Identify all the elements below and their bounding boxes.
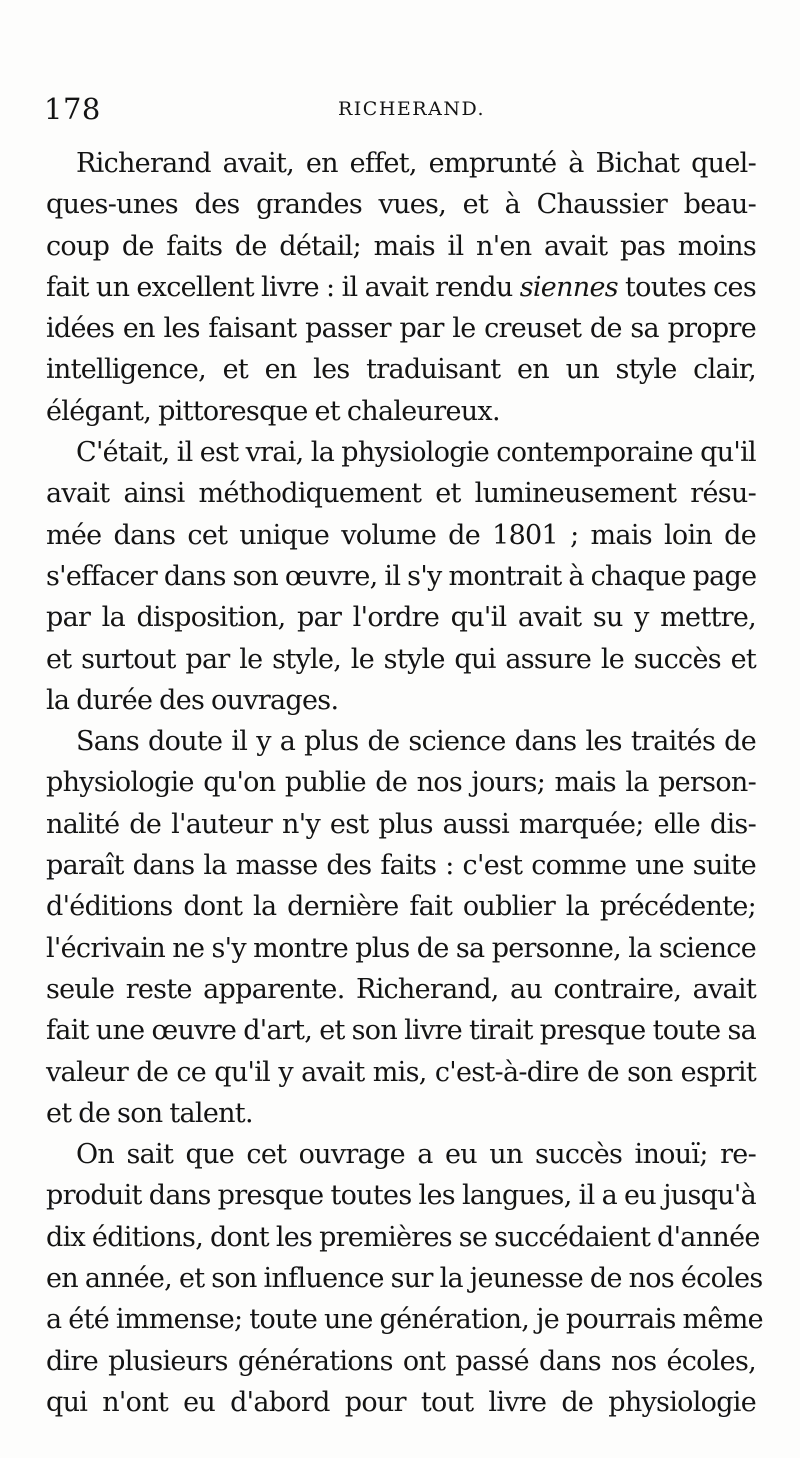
text-line: Sans doute il y a plus de science dans les traités de	[76, 726, 756, 758]
text-line: d'éditions dont la dernière fait oublier la précédente;	[46, 891, 756, 923]
text-line: coup de faits de détail; mais il n'en avait pas moins	[46, 230, 756, 262]
text-line	[46, 267, 756, 308]
text-line: On sait que cet ouvrage a eu un succès inouï; re-	[76, 1139, 756, 1171]
text-line: en année, et son influence sur la jeunesse de nos écoles	[46, 1263, 763, 1295]
text-line: ques-unes des grandes vues, et à Chaussier beau-	[46, 189, 756, 221]
text-line: nalité de l'auteur n'y est plus aussi marquée; elle dis-	[46, 808, 756, 840]
paragraph-end-line: et de son talent.	[46, 1097, 253, 1129]
body-text	[46, 143, 763, 1423]
line-segment: toutes ces	[625, 271, 756, 303]
paragraph-end-line: la durée des ouvrages.	[46, 684, 339, 716]
text-line: paraît dans la masse des faits : c'est comme une suite	[46, 850, 756, 882]
text-line: dire plusieurs générations ont passé dans nos écoles,	[46, 1345, 756, 1377]
text-line: fait une œuvre d'art, et son livre tirait presque toute sa	[46, 1015, 756, 1047]
running-head	[44, 92, 756, 132]
text-line: seule reste apparente. Richerand, au contraire, avait	[46, 973, 756, 1005]
text-line: avait ainsi méthodiquement et lumineusement résu-	[46, 478, 756, 510]
text-line: a été immense; toute une génération, je pourrais même	[46, 1304, 763, 1336]
text-line: intelligence, et en les traduisant en un style clair,	[46, 354, 756, 386]
text-line: mée dans cet unique volume de 1801 ; mais loin de	[46, 519, 756, 551]
italic-word: siennes	[519, 271, 618, 303]
italic-word-stem: sienne	[519, 271, 605, 303]
paragraph-end-line: élégant, pittoresque et chaleureux.	[46, 395, 500, 427]
text-line: idées en les faisant passer par le creuset de sa propre	[46, 313, 756, 345]
page-number: 178	[44, 92, 101, 126]
text-line: physiologie qu'on publie de nos jours; mais la person-	[46, 767, 756, 799]
text-line: valeur de ce qu'il y avait mis, c'est-à-dire de son esprit	[46, 1056, 756, 1088]
text-line: l'écrivain ne s'y montre plus de sa personne, la science	[46, 932, 756, 964]
line-segment: fait un excellent livre : il avait rendu	[46, 271, 513, 303]
running-title: RICHERAND.	[338, 98, 486, 120]
text-line: Richerand avait, en effet, emprunté à Bichat quel-	[76, 148, 756, 179]
text-line: dix éditions, dont les premières se succédaient d'année	[46, 1221, 760, 1253]
text-line: C'était, il est vrai, la physiologie contemporaine qu'il	[76, 437, 756, 469]
text-line: produit dans presque toutes les langues, il a eu jusqu'à	[46, 1180, 756, 1212]
text-line: s'effacer dans son œuvre, il s'y montrait à chaque page	[46, 560, 757, 592]
text-line: qui n'ont eu d'abord pour tout livre de physiologie	[46, 1386, 756, 1418]
text-line: par la disposition, par l'ordre qu'il avait su y mettre,	[46, 602, 756, 634]
text-line: et surtout par le style, le style qui assure le succès et	[46, 643, 756, 675]
